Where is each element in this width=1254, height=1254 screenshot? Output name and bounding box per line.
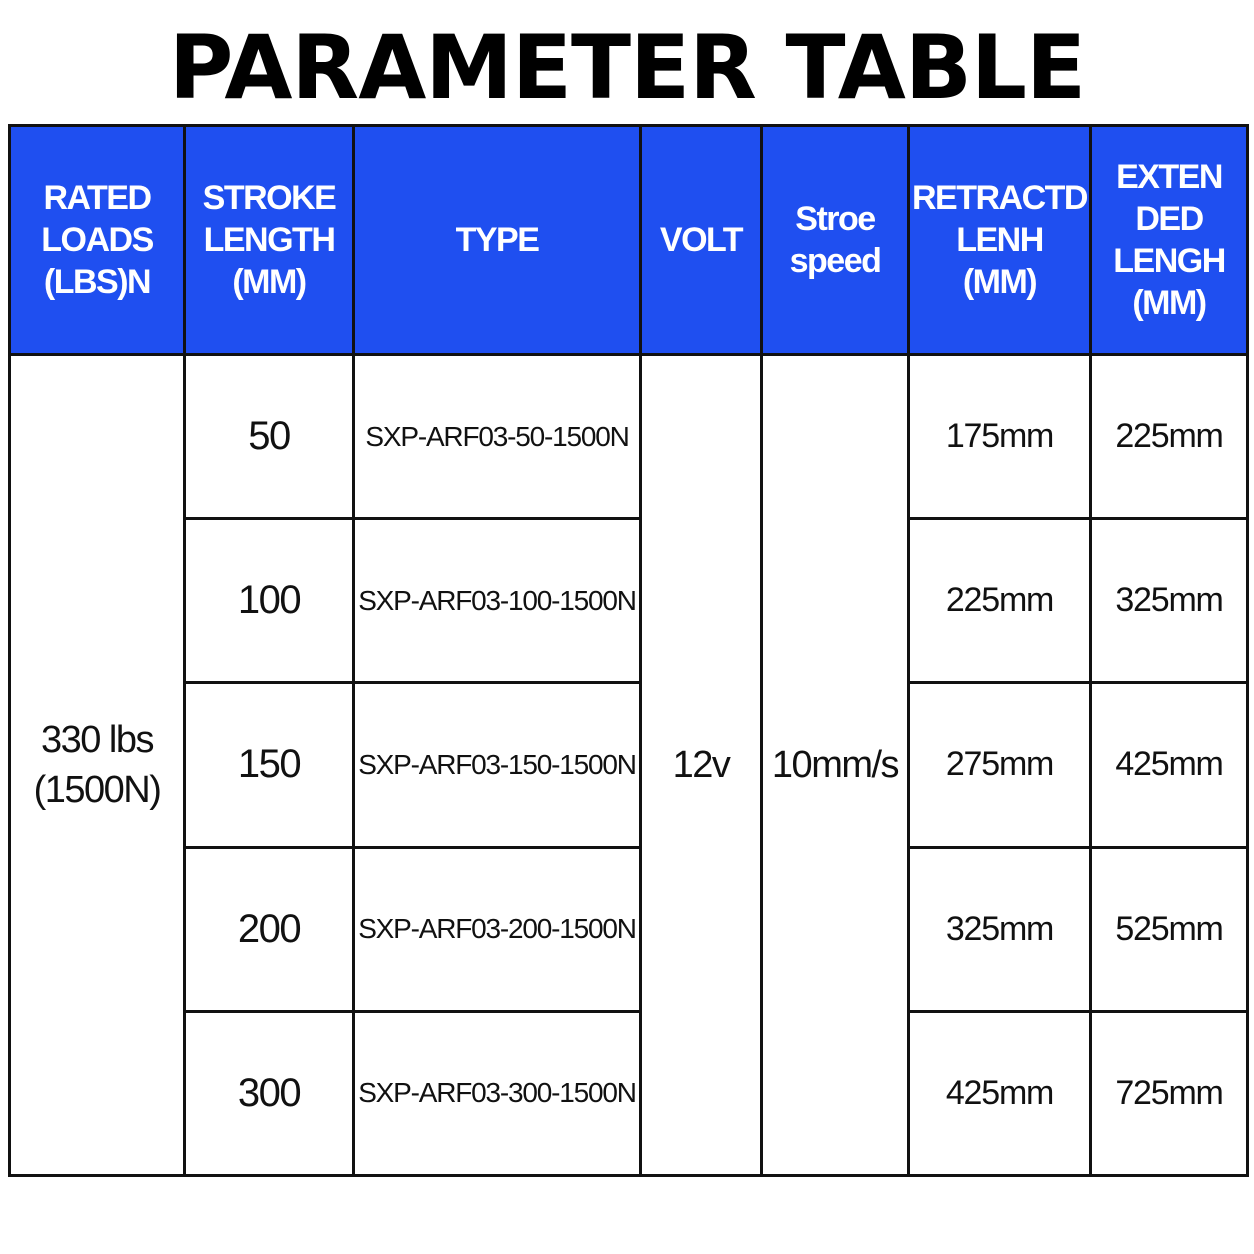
header-line: VOLT (659, 221, 743, 259)
extended-cell: 325mm (1091, 519, 1248, 683)
header-line: LENH (956, 221, 1043, 259)
volt-cell: 12v (641, 355, 762, 1176)
rated-load-cell (10, 355, 185, 1176)
header-extended-length (1091, 126, 1248, 355)
stroke-cell: 300 (185, 1011, 354, 1175)
header-retracted-length (909, 126, 1091, 355)
extended-cell: 725mm (1091, 1011, 1248, 1175)
table-row (10, 1011, 1248, 1175)
header-line: LENGH (1113, 242, 1225, 280)
header-rated-loads (10, 126, 185, 355)
retracted-cell: 175mm (909, 355, 1091, 519)
header-stroke-length (185, 126, 354, 355)
retracted-cell: 325mm (909, 847, 1091, 1011)
header-line: RETRACTD (912, 179, 1087, 217)
type-cell: SXP-ARF03-100-1500N (354, 519, 641, 683)
header-line: DED (1135, 200, 1203, 238)
header-volt (641, 126, 762, 355)
stroke-cell: 200 (185, 847, 354, 1011)
type-cell: SXP-ARF03-200-1500N (354, 847, 641, 1011)
page-title: PARAMETER TABLE (168, 16, 1086, 119)
retracted-cell: 425mm (909, 1011, 1091, 1175)
stroke-cell: 100 (185, 519, 354, 683)
header-line: (MM) (1132, 284, 1206, 322)
extended-cell: 425mm (1091, 683, 1248, 847)
type-cell: SXP-ARF03-50-1500N (354, 355, 641, 519)
table-row (10, 519, 1248, 683)
header-line: LOADS (41, 221, 153, 259)
header-line: STROKE (202, 179, 336, 217)
header-type (354, 126, 641, 355)
header-line: Stroe (795, 200, 875, 238)
header-row (10, 126, 1248, 355)
header-line: LENGTH (203, 221, 335, 259)
table-row (10, 683, 1248, 847)
header-line: (MM) (232, 263, 306, 301)
table-row (10, 847, 1248, 1011)
header-speed (762, 126, 909, 355)
stroke-cell: 50 (185, 355, 354, 519)
retracted-cell: 275mm (909, 683, 1091, 847)
header-line: (LBS)N (43, 263, 151, 301)
type-cell: SXP-ARF03-150-1500N (354, 683, 641, 847)
extended-cell: 525mm (1091, 847, 1248, 1011)
header-line: speed (789, 242, 881, 280)
header-line: TYPE (455, 221, 539, 259)
stroke-cell: 150 (185, 683, 354, 847)
rated-load-lbs: 330 lbs (40, 719, 154, 761)
header-line: RATED (43, 179, 151, 217)
header-line: (MM) (962, 263, 1037, 301)
retracted-cell: 225mm (909, 519, 1091, 683)
extended-cell: 225mm (1091, 355, 1248, 519)
type-cell: SXP-ARF03-300-1500N (354, 1011, 641, 1175)
parameter-table (8, 124, 1249, 1177)
rated-load-newtons: (1500N) (33, 769, 161, 811)
table-row (10, 355, 1248, 519)
speed-cell: 10mm/s (762, 355, 909, 1176)
header-line: EXTEN (1116, 158, 1222, 196)
